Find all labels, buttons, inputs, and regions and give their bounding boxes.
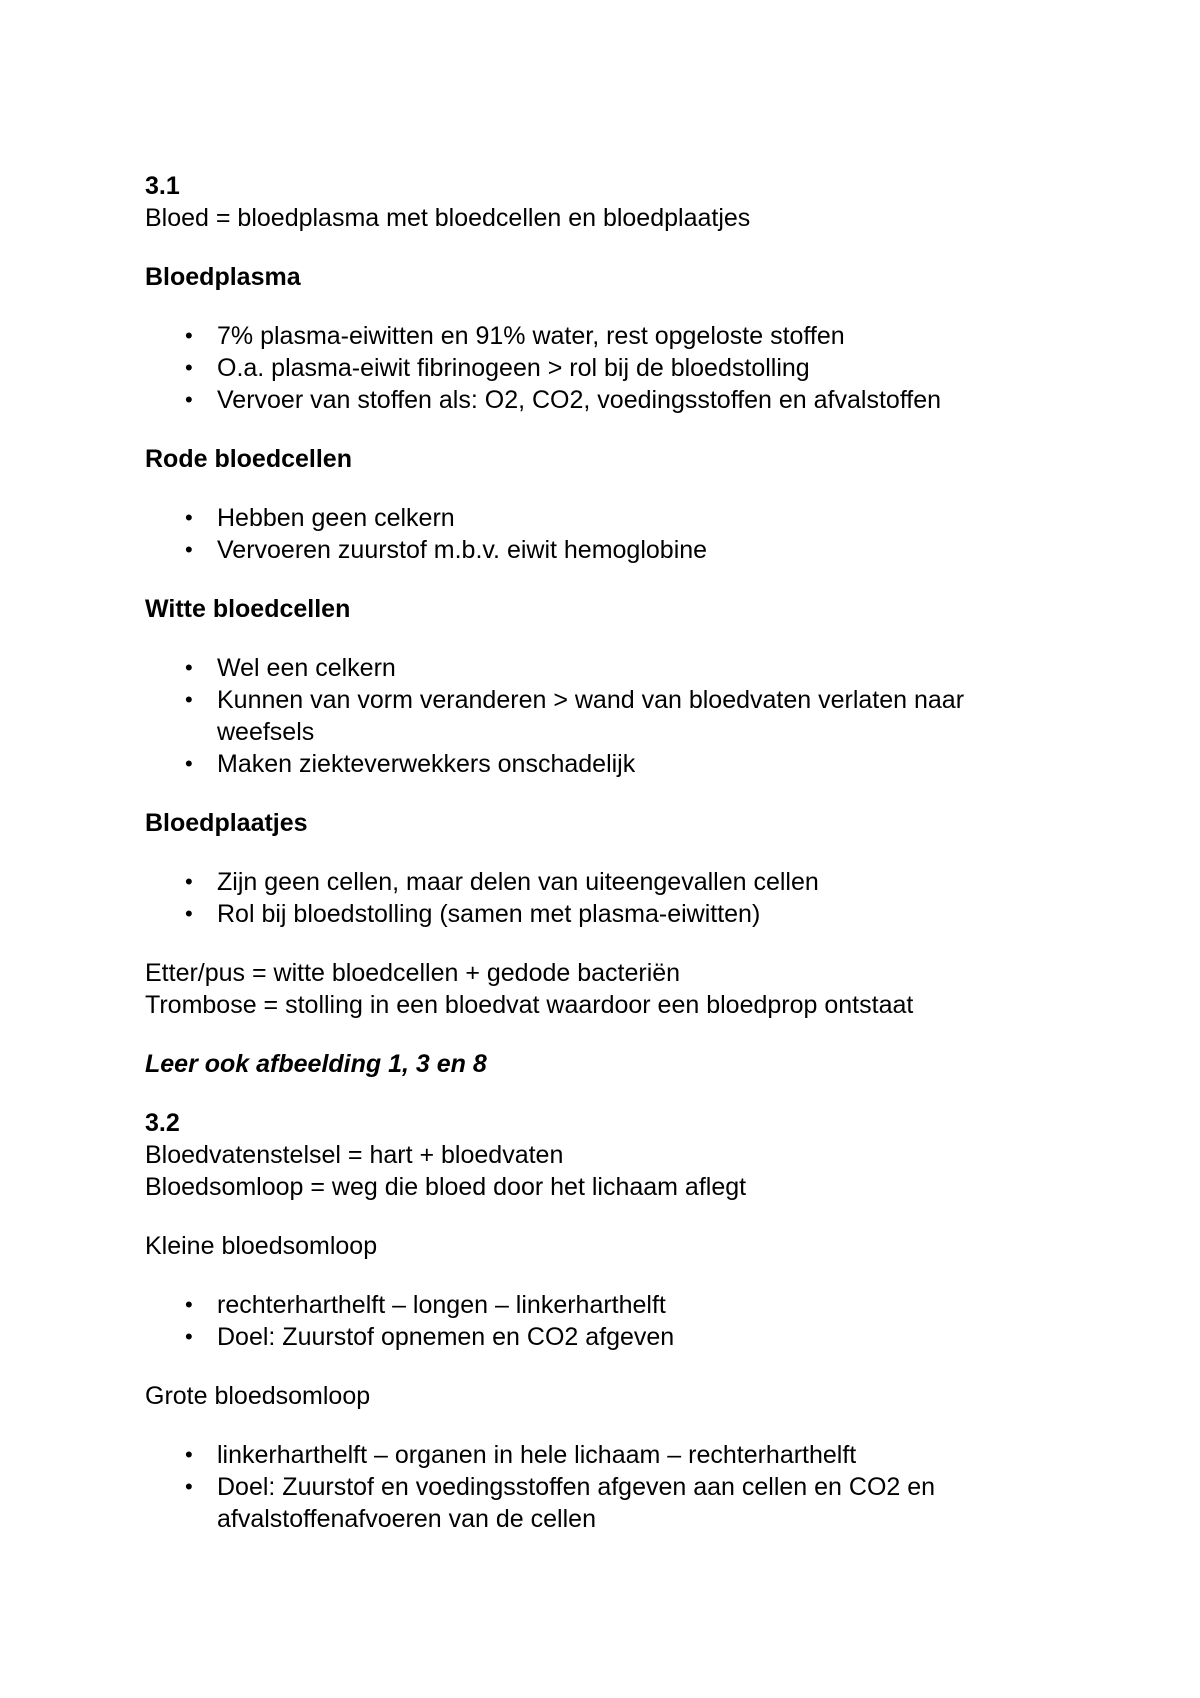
bullet-icon: • — [185, 1474, 193, 1499]
bullet-icon: • — [185, 1442, 193, 1467]
list-item: • O.a. plasma-eiwit fibrinogeen > rol bij de bloedstolling — [185, 354, 810, 382]
list-item: • Hebben geen celkern — [185, 504, 455, 532]
bloedvatenstelsel-definition: Bloedvatenstelsel = hart + bloedvaten — [145, 1141, 564, 1169]
document-content — [145, 170, 1065, 1535]
heading-rode-bloedcellen: Rode bloedcellen — [145, 445, 352, 473]
bloedsomloop-definition: Bloedsomloop = weg die bloed door het lichaam aflegt — [145, 1173, 747, 1201]
study-note: Leer ook afbeelding 1, 3 en 8 — [145, 1050, 487, 1078]
list-rode-bloedcellen — [145, 502, 1065, 566]
list-item: • Rol bij bloedstolling (samen met plasma-eiwitten) — [185, 900, 761, 928]
list-bloedplasma — [145, 320, 1065, 416]
bullet-icon: • — [185, 869, 193, 894]
bullet-icon: • — [185, 687, 193, 712]
list-item: • rechterharthelft – longen – linkerharthelft — [185, 1291, 666, 1319]
heading-bloedplaatjes: Bloedplaatjes — [145, 809, 308, 837]
list-witte-bloedcellen — [145, 652, 1065, 780]
section-number-3-2: 3.2 — [145, 1109, 180, 1137]
heading-grote-bloedsomloop: Grote bloedsomloop — [145, 1382, 371, 1410]
list-item: • 7% plasma-eiwitten en 91% water, rest opgeloste stoffen — [185, 322, 845, 350]
list-kleine-bloedsomloop — [145, 1289, 1065, 1353]
etter-definition: Etter/pus = witte bloedcellen + gedode bacteriën — [145, 959, 681, 987]
list-item: • linkerharthelft – organen in hele lichaam – rechterharthelft — [185, 1441, 857, 1469]
bullet-icon: • — [185, 1324, 193, 1349]
bullet-icon: • — [185, 655, 193, 680]
heading-bloedplasma: Bloedplasma — [145, 263, 301, 291]
list-bloedplaatjes — [145, 866, 1065, 930]
section-number-3-1: 3.1 — [145, 172, 180, 200]
list-item: • Zijn geen cellen, maar delen van uiteengevallen cellen — [185, 868, 819, 896]
trombose-definition: Trombose = stolling in een bloedvat waardoor een bloedprop ontstaat — [145, 991, 914, 1019]
bullet-icon: • — [185, 751, 193, 776]
bullet-icon: • — [185, 355, 193, 380]
bullet-icon: • — [185, 505, 193, 530]
bullet-icon: • — [185, 901, 193, 926]
list-item: • Doel: Zuurstof en voedingsstoffen afgeven aan cellen en CO2 en afvalstoffenafvoeren van de cellen — [185, 1473, 936, 1533]
list-grote-bloedsomloop — [145, 1439, 1065, 1535]
blood-definition: Bloed = bloedplasma met bloedcellen en bloedplaatjes — [145, 204, 751, 232]
list-item: • Vervoeren zuurstof m.b.v. eiwit hemoglobine — [185, 536, 708, 564]
list-item: • Vervoer van stoffen als: O2, CO2, voedingsstoffen en afvalstoffen — [185, 386, 942, 414]
list-item: • Wel een celkern — [185, 654, 396, 682]
list-item: • Maken ziekteverwekkers onschadelijk — [185, 750, 636, 778]
bullet-icon: • — [185, 537, 193, 562]
list-item: • Kunnen van vorm veranderen > wand van bloedvaten verlaten naar weefsels — [185, 686, 965, 746]
bullet-icon: • — [185, 323, 193, 348]
bullet-icon: • — [185, 1292, 193, 1317]
list-item: • Doel: Zuurstof opnemen en CO2 afgeven — [185, 1323, 675, 1351]
heading-witte-bloedcellen: Witte bloedcellen — [145, 595, 351, 623]
heading-kleine-bloedsomloop: Kleine bloedsomloop — [145, 1232, 378, 1260]
bullet-icon: • — [185, 387, 193, 412]
